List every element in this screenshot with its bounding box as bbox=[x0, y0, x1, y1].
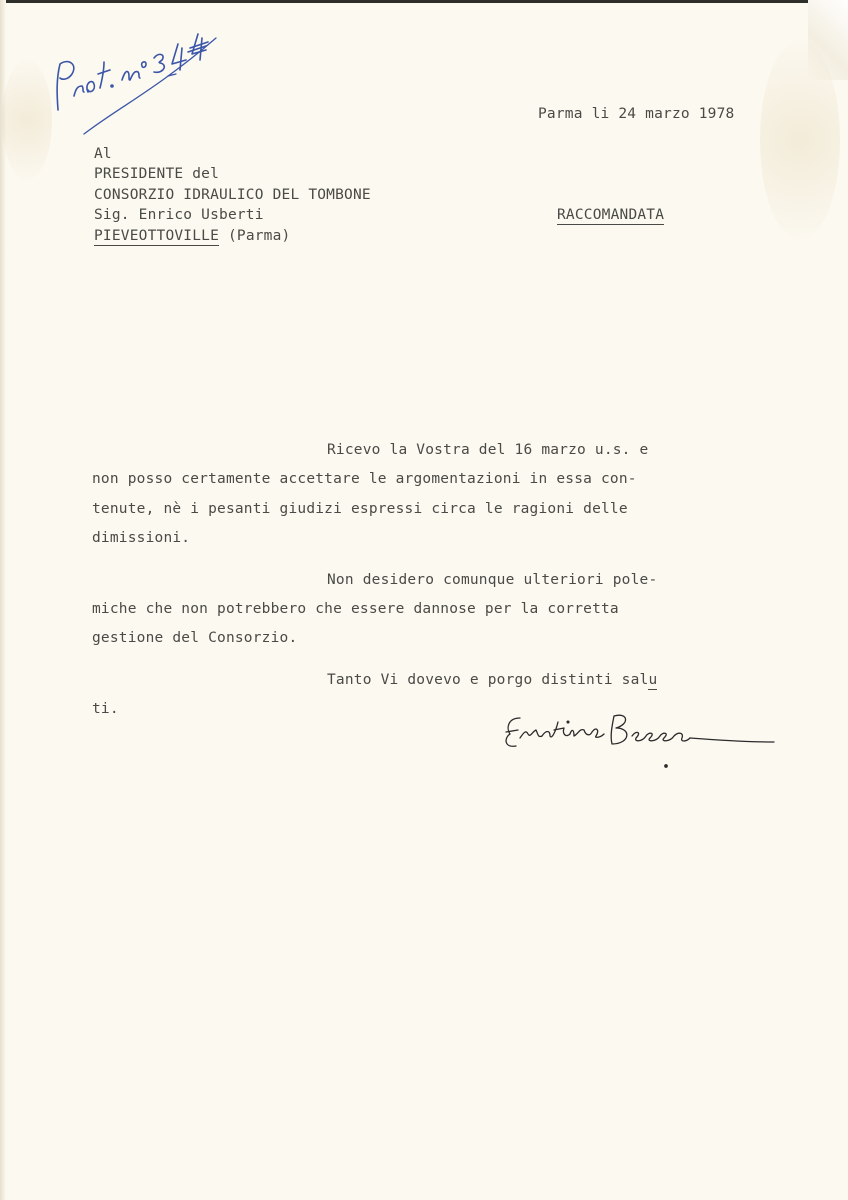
page-left-edge bbox=[0, 0, 6, 1200]
paper-stain bbox=[2, 60, 52, 180]
body-line: gestione del Consorzio. bbox=[92, 630, 298, 646]
place-date: Parma li 24 marzo 1978 bbox=[538, 106, 735, 122]
handwritten-signature bbox=[496, 708, 786, 778]
body-line bbox=[327, 672, 657, 688]
closing-text-underlined: u bbox=[648, 672, 658, 688]
handwritten-protocol-note bbox=[48, 18, 238, 138]
page-top-edge bbox=[0, 0, 848, 3]
raccomandata-label: RACCOMANDATA bbox=[557, 207, 665, 223]
body-line: Non desidero comunque ulteriori pole- bbox=[327, 572, 658, 588]
body-line: ti. bbox=[92, 701, 119, 717]
recipient-town: PIEVEOTTOVILLE bbox=[94, 228, 220, 244]
recipient-line: PRESIDENTE del bbox=[94, 166, 220, 182]
recipient-line: Al bbox=[94, 146, 112, 162]
closing-text: Tanto Vi dovevo e porgo distinti sal bbox=[327, 672, 649, 688]
paper-stain bbox=[760, 40, 840, 240]
recipient-address bbox=[94, 228, 290, 244]
body-line: miche che non potrebbero che essere dannose per la corretta bbox=[92, 601, 619, 617]
body-line: non posso certamente accettare le argomentazioni in essa con- bbox=[92, 471, 637, 487]
recipient-line: CONSORZIO IDRAULICO DEL TOMBONE bbox=[94, 187, 371, 203]
body-line: tenute, nè i pesanti giudizi espressi circa le ragioni delle bbox=[92, 501, 628, 517]
recipient-province: (Parma) bbox=[219, 228, 291, 244]
delivery-label bbox=[557, 207, 664, 223]
body-line: dimissioni. bbox=[92, 530, 191, 546]
body-line: Ricevo la Vostra del 16 marzo u.s. e bbox=[327, 442, 649, 458]
recipient-line: Sig. Enrico Usberti bbox=[94, 207, 264, 223]
